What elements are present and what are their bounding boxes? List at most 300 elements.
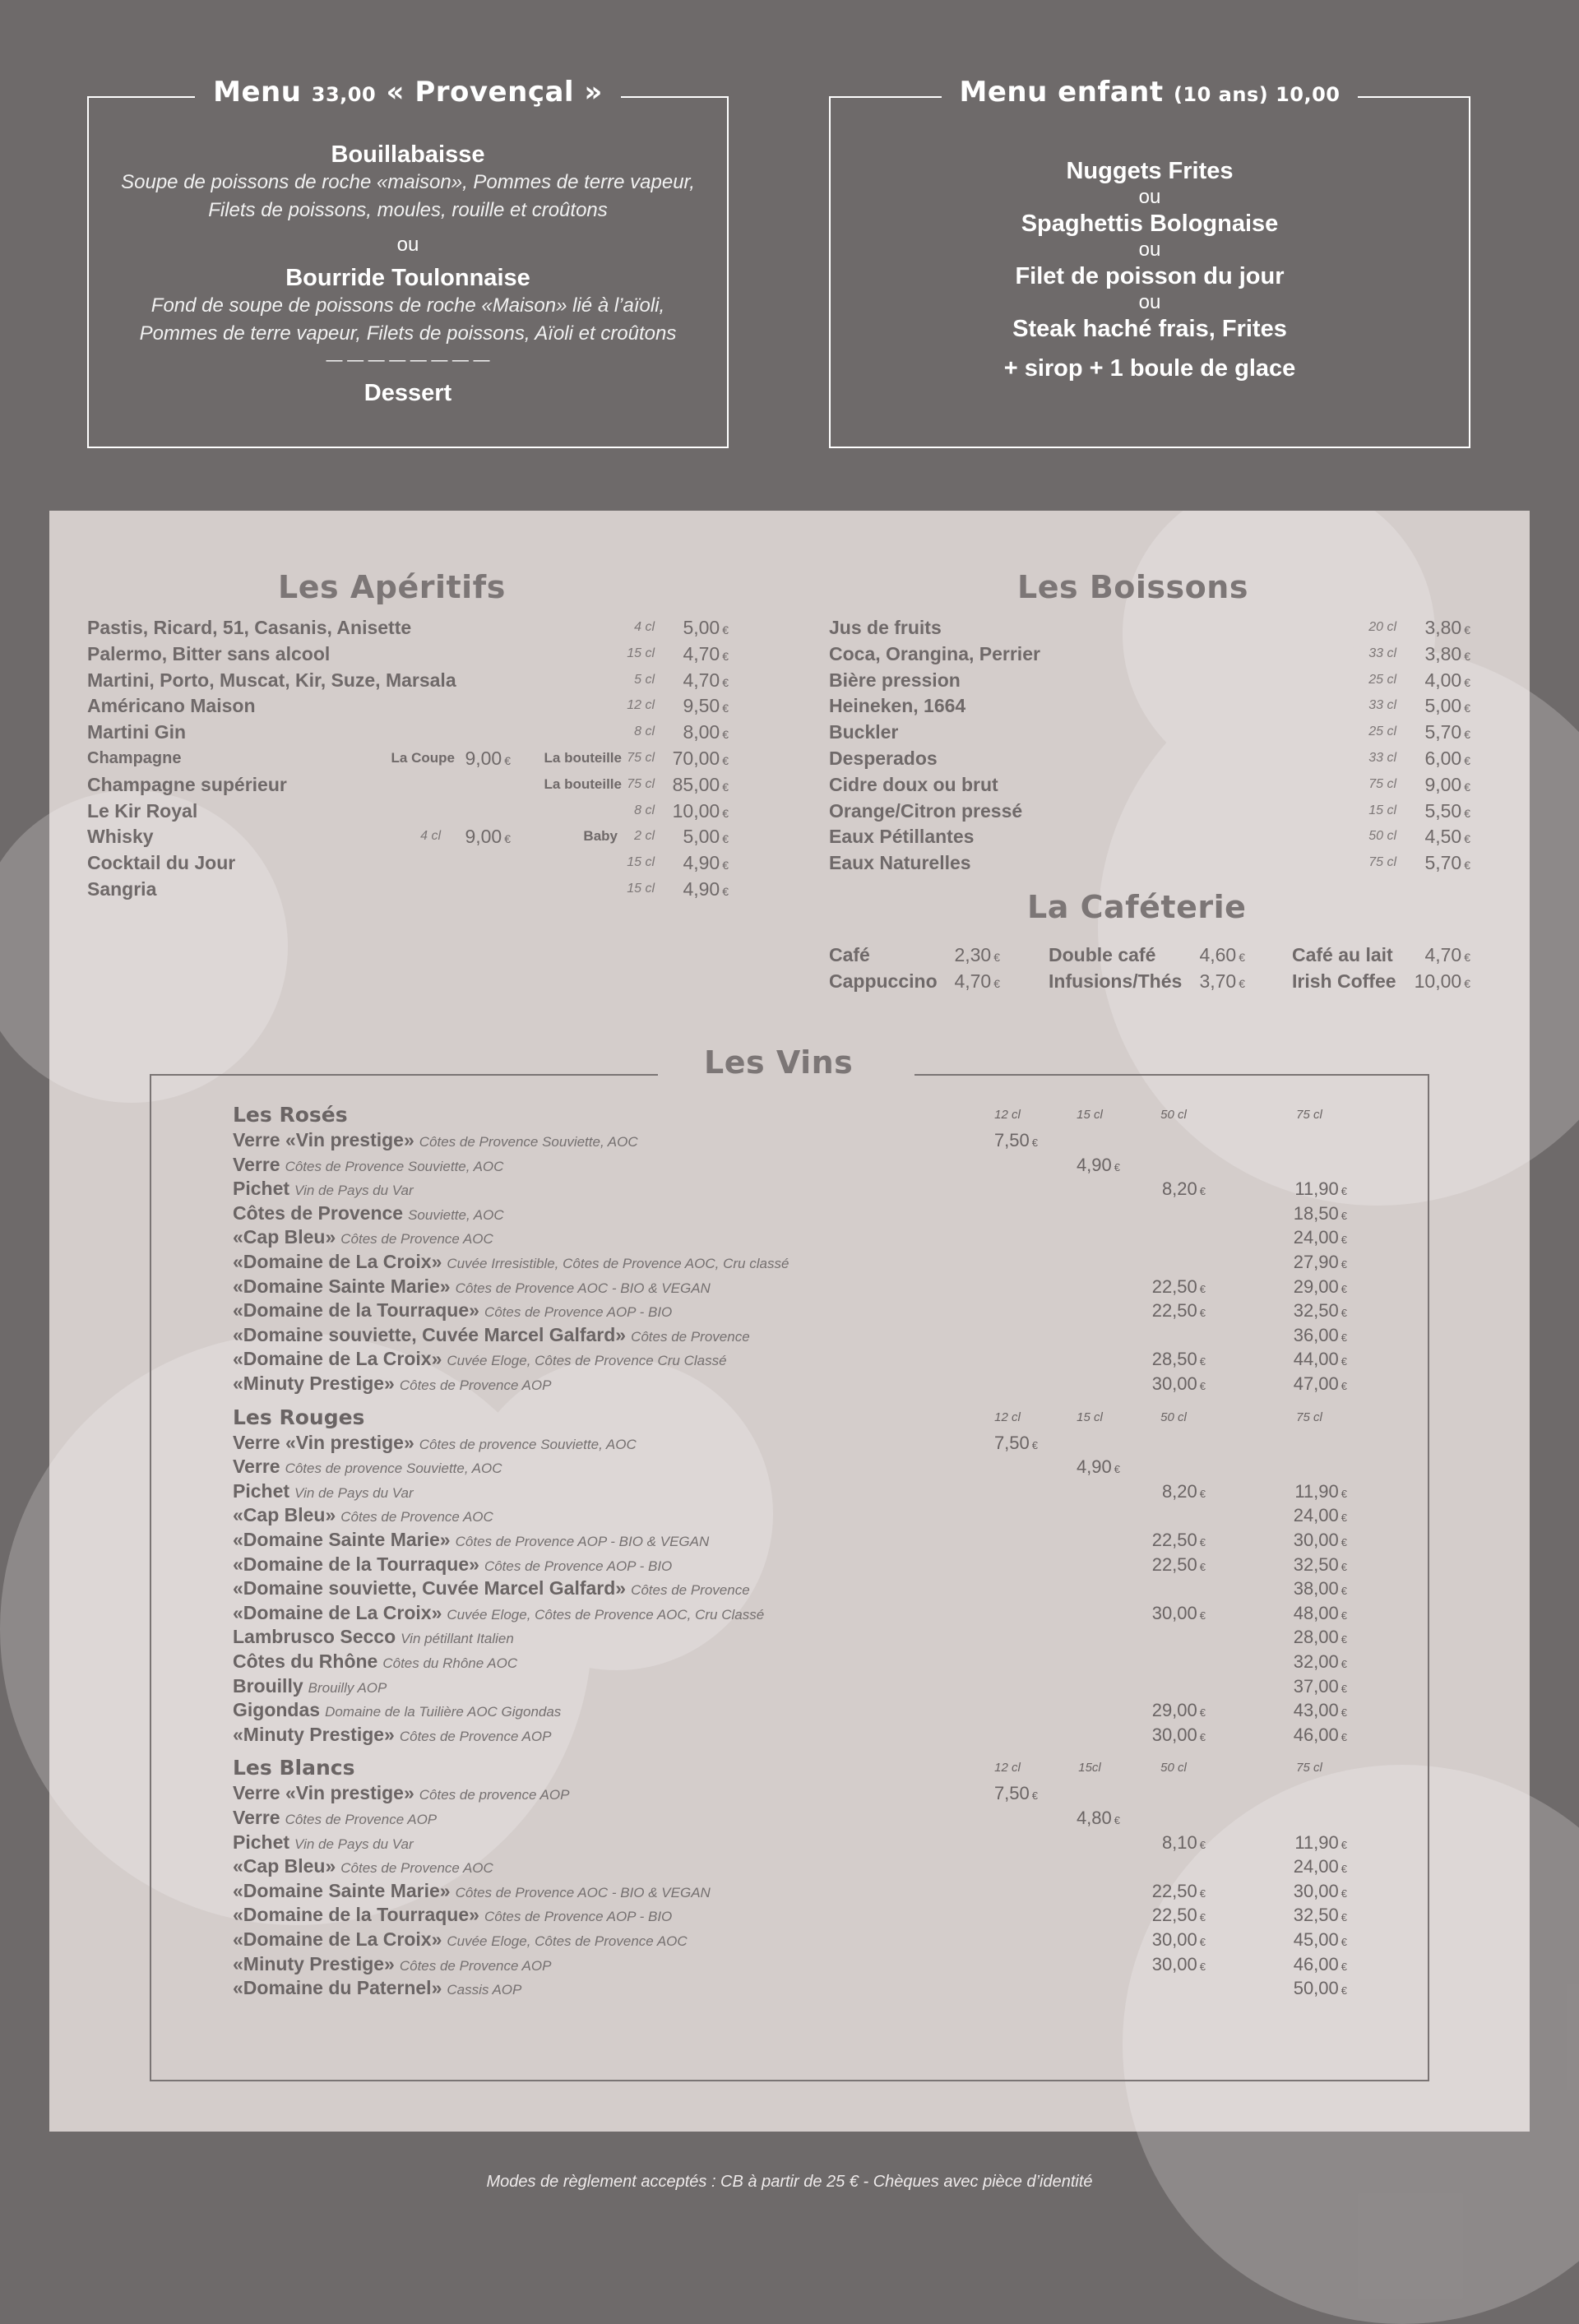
euro-sign: € xyxy=(1341,1487,1347,1500)
euro-sign: € xyxy=(1341,1209,1347,1222)
wine-price: 44,00 € xyxy=(1293,1349,1347,1370)
wine-row xyxy=(233,1650,1368,1674)
wine-row xyxy=(233,1879,1368,1903)
item-name: Cocktail du Jour xyxy=(87,852,236,874)
item-price: 4,90 € xyxy=(683,878,729,900)
wine-name: Pichet xyxy=(233,1831,290,1853)
euro-sign: € xyxy=(1341,1658,1347,1670)
wine-row xyxy=(233,1528,1368,1552)
wine-price: 28,00 € xyxy=(1293,1627,1347,1648)
wine-price: 11,90 € xyxy=(1294,1831,1347,1853)
price-label: Baby xyxy=(583,828,618,845)
euro-sign: € xyxy=(1464,728,1470,742)
wine-category: Les Rosés xyxy=(233,1103,348,1127)
wine-price: 47,00 € xyxy=(1293,1373,1347,1394)
item-price: 4,70 € xyxy=(683,642,729,664)
wine-row xyxy=(233,1553,1368,1576)
wine-price: 7,50 € xyxy=(993,1432,1038,1453)
column-header: 75 cl xyxy=(1296,1761,1322,1775)
wine-name: «Domaine souviette, Cuvée Marcel Galfard» xyxy=(233,1577,627,1599)
euro-sign: € xyxy=(504,754,511,767)
wine-name: Pichet xyxy=(233,1479,290,1502)
item-price: 5,00 € xyxy=(683,826,729,848)
wine-price: 29,00 € xyxy=(1151,1700,1206,1721)
cafe-item xyxy=(1049,968,1245,994)
wine-price: 7,50 € xyxy=(993,1783,1038,1804)
euro-sign: € xyxy=(722,728,729,742)
boisson-row xyxy=(829,692,1470,719)
volume: 15 cl xyxy=(627,882,655,896)
euro-sign: € xyxy=(722,754,729,767)
wine-row xyxy=(233,1455,1368,1479)
wine-price: 46,00 € xyxy=(1293,1724,1347,1745)
item-price: 4,60 € xyxy=(1199,944,1245,965)
column-header: 15 cl xyxy=(1077,1410,1103,1424)
euro-sign: € xyxy=(1341,1730,1347,1743)
euro-sign: € xyxy=(993,977,1000,990)
column-header: 50 cl xyxy=(1160,1108,1187,1122)
euro-sign: € xyxy=(1341,1355,1347,1368)
wine-name: Verre «Vin prestige» xyxy=(233,1129,414,1150)
item-name: Eaux Naturelles xyxy=(829,852,971,874)
ou-separator: ou xyxy=(396,234,419,256)
menu-provencal-title: Menu 33,00 « Provençal » xyxy=(89,76,727,109)
euro-sign: € xyxy=(1341,1960,1347,1973)
wine-description: Côtes de Provence Souviette, AOC xyxy=(419,1134,638,1150)
wine-price: 30,00 € xyxy=(1151,1724,1206,1745)
volume: 75 cl xyxy=(627,776,655,791)
wine-price: 38,00 € xyxy=(1293,1578,1347,1599)
wine-category: Les Blancs xyxy=(233,1756,355,1780)
item-price: 6,00 € xyxy=(1424,748,1470,769)
wine-description: Côtes de Provence xyxy=(631,1328,750,1345)
wine-name: «Cap Bleu» xyxy=(233,1504,336,1526)
wine-price: 30,00 € xyxy=(1151,1929,1206,1950)
wine-row xyxy=(233,1250,1368,1274)
volume: 25 cl xyxy=(1368,725,1396,739)
wine-row xyxy=(233,1177,1368,1201)
item-price: 5,70 € xyxy=(1424,852,1470,874)
euro-sign: € xyxy=(1199,1560,1206,1573)
item-name: Bière pression xyxy=(829,669,961,691)
wine-price: 32,50 € xyxy=(1293,1905,1347,1926)
boisson-row xyxy=(829,719,1470,745)
euro-sign: € xyxy=(1199,1960,1206,1973)
euro-sign: € xyxy=(1341,1185,1347,1198)
wine-section-header xyxy=(233,1405,1368,1431)
wine-row xyxy=(233,1503,1368,1527)
wine-price: 30,00 € xyxy=(1293,1880,1347,1901)
column-header: 50 cl xyxy=(1160,1761,1187,1775)
wine-name: Gigondas xyxy=(233,1699,321,1721)
euro-sign: € xyxy=(1114,1814,1120,1826)
item-price: 5,50 € xyxy=(1424,799,1470,822)
euro-sign: € xyxy=(722,832,729,846)
wine-section-header xyxy=(233,1755,1368,1781)
volume: 75 cl xyxy=(1368,776,1396,791)
item-name: Infusions/Thés xyxy=(1049,970,1183,992)
volume: 15 cl xyxy=(627,855,655,870)
volume: 20 cl xyxy=(1368,620,1396,634)
item-name: Desperados xyxy=(829,748,938,769)
euro-sign: € xyxy=(1464,675,1470,689)
euro-sign: € xyxy=(1341,1911,1347,1924)
euro-sign: € xyxy=(722,623,729,637)
item-price: 8,00 € xyxy=(683,721,729,743)
aperitif-row xyxy=(87,850,729,876)
wine-description: Côtes de provence Souviette, AOC xyxy=(419,1436,637,1452)
volume: 50 cl xyxy=(1368,829,1396,844)
volume: 33 cl xyxy=(1368,698,1396,713)
wine-price: 28,50 € xyxy=(1151,1349,1206,1370)
cafe-item xyxy=(1292,942,1470,968)
wine-description: Souviette, AOC xyxy=(408,1206,504,1223)
wine-name: «Domaine Sainte Marie» xyxy=(233,1275,451,1297)
wine-row xyxy=(233,1128,1368,1152)
kids-dish: Spaghettis Bolognaise xyxy=(1021,211,1279,237)
wine-price: 46,00 € xyxy=(1293,1953,1347,1974)
wine-description: Côtes de Provence AOC xyxy=(340,1509,493,1525)
wine-row xyxy=(233,1674,1368,1698)
wine-price: 48,00 € xyxy=(1293,1602,1347,1623)
wine-name: Pichet xyxy=(233,1178,290,1200)
wine-description: Côtes du Rhône AOC xyxy=(382,1655,518,1671)
payment-footer: Modes de règlement acceptés : CB à partir de 25 € - Chèques avec pièce d’identité xyxy=(486,2173,1093,2191)
kids-dish: Nuggets Frites xyxy=(1066,158,1234,184)
wine-description: Côtes de Provence AOC - BIO & VEGAN xyxy=(455,1884,711,1900)
wine-price: 11,90 € xyxy=(1294,1480,1347,1502)
item-price: 9,50 € xyxy=(683,695,729,717)
aperitif-row xyxy=(87,771,729,798)
aperitif-row xyxy=(87,641,729,667)
euro-sign: € xyxy=(1341,1234,1347,1247)
euro-sign: € xyxy=(722,701,729,715)
euro-sign: € xyxy=(1199,1307,1206,1320)
wine-price: 45,00 € xyxy=(1293,1929,1347,1950)
cafe-item xyxy=(1049,942,1245,968)
volume: 8 cl xyxy=(634,803,655,817)
euro-sign: € xyxy=(1239,977,1245,990)
wine-price: 36,00 € xyxy=(1293,1324,1347,1345)
item-price: 5,00 € xyxy=(683,617,729,638)
wine-name: «Domaine de la Tourraque» xyxy=(233,1904,479,1926)
wine-price: 30,00 € xyxy=(1293,1530,1347,1550)
euro-sign: € xyxy=(1464,623,1470,637)
column-header: 12 cl xyxy=(994,1108,1021,1122)
aperitif-row xyxy=(87,614,729,641)
euro-sign: € xyxy=(1341,1560,1347,1573)
wine-row xyxy=(233,1903,1368,1927)
euro-sign: € xyxy=(1341,1936,1347,1948)
item-name: Café xyxy=(829,944,870,965)
euro-sign: € xyxy=(1341,1585,1347,1598)
wine-name: Verre xyxy=(233,1456,280,1478)
euro-sign: € xyxy=(1199,1936,1206,1948)
euro-sign: € xyxy=(504,832,511,846)
wine-price: 24,00 € xyxy=(1293,1227,1347,1248)
euro-sign: € xyxy=(1341,1887,1347,1900)
wine-name: Verre «Vin prestige» xyxy=(233,1431,414,1453)
boisson-row xyxy=(829,614,1470,641)
wine-description: Vin pétillant Italien xyxy=(401,1631,514,1647)
euro-sign: € xyxy=(1199,1911,1206,1924)
euro-sign: € xyxy=(1341,1512,1347,1525)
wine-price: 4,90 € xyxy=(1076,1154,1120,1175)
aperitif-row xyxy=(87,745,729,771)
wine-row xyxy=(233,1431,1368,1455)
wine-name: Verre xyxy=(233,1153,280,1175)
cafe-item xyxy=(829,942,1000,968)
column-header: 12 cl xyxy=(994,1410,1021,1424)
wine-row xyxy=(233,1625,1368,1649)
wine-description: Cassis AOP xyxy=(447,1982,522,1998)
wine-description: Cuvée Eloge, Côtes de Provence AOC, Cru Classé xyxy=(447,1606,765,1623)
euro-sign: € xyxy=(1341,1609,1347,1622)
wine-name: «Domaine Sainte Marie» xyxy=(233,1529,451,1550)
wine-name: «Domaine de La Croix» xyxy=(233,1251,442,1272)
euro-sign: € xyxy=(1199,1355,1206,1368)
euro-sign: € xyxy=(1199,1706,1206,1720)
wine-row xyxy=(233,1806,1368,1830)
boisson-row xyxy=(829,823,1470,850)
wine-description: Domaine de la Tuilière AOC Gigondas xyxy=(325,1704,562,1720)
wine-name: Brouilly xyxy=(233,1674,303,1697)
volume: 4 cl xyxy=(634,620,655,634)
wine-price: 22,50 € xyxy=(1151,1880,1206,1901)
euro-sign: € xyxy=(1341,1984,1347,1998)
wine-row xyxy=(233,1698,1368,1722)
wine-name: «Domaine de La Croix» xyxy=(233,1928,442,1950)
item-name: Buckler xyxy=(829,721,899,743)
dish-description: Filets de poissons, moules, rouille et croûtons xyxy=(208,199,608,221)
euro-sign: € xyxy=(1341,1863,1347,1876)
item-price: 3,80 € xyxy=(1424,617,1470,638)
wine-price: 22,50 € xyxy=(1151,1553,1206,1575)
item-name: Whisky xyxy=(87,826,154,848)
item-name: Martini, Porto, Muscat, Kir, Suze, Marsala xyxy=(87,669,456,691)
item-price: 5,70 € xyxy=(1424,721,1470,743)
wine-description: Côtes de Provence Souviette, AOC xyxy=(285,1158,504,1174)
boisson-row xyxy=(829,798,1470,824)
item-name: Heineken, 1664 xyxy=(829,695,966,717)
kids-dish: Filet de poisson du jour xyxy=(1015,263,1285,289)
wine-price: 30,00 € xyxy=(1151,1373,1206,1394)
euro-sign: € xyxy=(1464,649,1470,663)
boissons-title: Les Boissons xyxy=(1017,569,1248,605)
column-header: 15 cl xyxy=(1077,1108,1103,1122)
item-price: 4,70 € xyxy=(1424,944,1470,965)
wine-row xyxy=(233,1323,1368,1347)
euro-sign: € xyxy=(1199,1838,1206,1851)
wine-price: 37,00 € xyxy=(1293,1675,1347,1697)
wine-price: 30,00 € xyxy=(1151,1953,1206,1974)
euro-sign: € xyxy=(722,675,729,689)
wine-name: «Domaine du Paternel» xyxy=(233,1977,442,1999)
volume: 15 cl xyxy=(1368,803,1396,817)
wine-section-header xyxy=(233,1102,1368,1128)
item-name: Palermo, Bitter sans alcool xyxy=(87,642,331,664)
wine-description: Côtes de Provence AOP xyxy=(399,1957,552,1974)
boisson-row xyxy=(829,745,1470,771)
wine-description: Côtes de Provence AOP - BIO xyxy=(484,1558,673,1574)
volume: 2 cl xyxy=(634,829,655,844)
wine-description: Cuvée Irresistible, Côtes de Provence AOC, Cru classé xyxy=(447,1256,790,1271)
wine-description: Côtes de Provence AOC - BIO & VEGAN xyxy=(455,1280,711,1296)
price-label: La bouteille xyxy=(544,750,622,766)
wine-description: Côtes de Provence AOP xyxy=(285,1812,438,1827)
wine-price: 32,50 € xyxy=(1293,1553,1347,1575)
dish-description: Fond de soupe de poissons de roche «Maison» lié à l’aïoli, xyxy=(150,294,665,317)
euro-sign: € xyxy=(1341,1706,1347,1720)
price-label: La Coupe xyxy=(391,750,455,766)
wine-name: «Cap Bleu» xyxy=(233,1226,336,1248)
wine-row xyxy=(233,1299,1368,1322)
euro-sign: € xyxy=(1341,1682,1347,1695)
euro-sign: € xyxy=(1341,1331,1347,1344)
column-header: 12 cl xyxy=(994,1761,1021,1775)
wine-description: Côtes de provence Souviette, AOC xyxy=(285,1461,502,1477)
boisson-row xyxy=(829,667,1470,693)
wine-price: 8,20 € xyxy=(1161,1178,1206,1200)
euro-sign: € xyxy=(1341,1258,1347,1271)
wine-price: 32,50 € xyxy=(1293,1300,1347,1322)
wine-name: «Domaine souviette, Cuvée Marcel Galfard» xyxy=(233,1323,627,1345)
cafeterie-title: La Caféterie xyxy=(1027,889,1247,925)
wine-description: Côtes de Provence xyxy=(631,1582,750,1599)
wine-description: Cuvée Eloge, Côtes de Provence AOC xyxy=(447,1933,688,1949)
wine-description: Vin de Pays du Var xyxy=(294,1183,414,1199)
euro-sign: € xyxy=(1239,951,1245,964)
wine-price: 22,50 € xyxy=(1151,1905,1206,1926)
wine-description: Vin de Pays du Var xyxy=(294,1484,414,1501)
euro-sign: € xyxy=(1031,1438,1038,1451)
cafe-item xyxy=(1292,968,1470,994)
menu-enfant-title: Menu enfant (10 ans) 10,00 xyxy=(831,76,1469,109)
wine-name: Verre «Vin prestige» xyxy=(233,1782,414,1804)
volume: 12 cl xyxy=(627,698,655,713)
wine-row xyxy=(233,1831,1368,1854)
wine-name: «Minuty Prestige» xyxy=(233,1373,395,1394)
volume: 33 cl xyxy=(1368,751,1396,765)
wine-name: Côtes du Rhône xyxy=(233,1650,378,1672)
wine-price: 32,00 € xyxy=(1293,1651,1347,1672)
euro-sign: € xyxy=(1341,1838,1347,1851)
wine-description: Côtes de Provence AOC xyxy=(340,1231,493,1248)
item-name: Double café xyxy=(1049,944,1156,965)
euro-sign: € xyxy=(1464,859,1470,873)
item-price: 70,00 € xyxy=(672,748,729,769)
item-price: 9,00 € xyxy=(465,748,511,769)
euro-sign: € xyxy=(1114,1463,1120,1476)
item-name: Champagne supérieur xyxy=(87,773,287,795)
item-price: 10,00 € xyxy=(672,799,729,822)
item-name: Sangria xyxy=(87,878,157,900)
item-price: 4,70 € xyxy=(954,970,1000,992)
item-name: Jus de fruits xyxy=(829,617,942,638)
euro-sign: € xyxy=(1341,1633,1347,1646)
item-name: Martini Gin xyxy=(87,721,187,743)
euro-sign: € xyxy=(1341,1282,1347,1295)
wine-price: 22,50 € xyxy=(1151,1275,1206,1297)
item-name: Champagne xyxy=(87,749,182,767)
euro-sign: € xyxy=(1199,1380,1206,1392)
wine-name: «Domaine de La Croix» xyxy=(233,1601,442,1623)
aperitif-row xyxy=(87,876,729,902)
boisson-row xyxy=(829,771,1470,798)
volume: 15 cl xyxy=(627,646,655,660)
euro-sign: € xyxy=(1341,1536,1347,1549)
aperitifs-title: Les Apéritifs xyxy=(278,569,506,605)
wine-price: 24,00 € xyxy=(1293,1505,1347,1526)
euro-sign: € xyxy=(993,951,1000,964)
euro-sign: € xyxy=(1199,1487,1206,1500)
ou-separator: ou xyxy=(1138,186,1161,208)
wine-price: 8,20 € xyxy=(1161,1480,1206,1502)
wine-price: 4,90 € xyxy=(1076,1456,1120,1478)
vins-title: Les Vins xyxy=(704,1044,854,1081)
wine-row xyxy=(233,1153,1368,1177)
menu-enfant-box xyxy=(829,76,1470,448)
item-price: 3,70 € xyxy=(1199,970,1245,992)
wine-price: 27,90 € xyxy=(1293,1252,1347,1272)
wine-row xyxy=(233,1854,1368,1878)
dish-bourride: Bourride Toulonnaise xyxy=(285,265,530,291)
volume: 5 cl xyxy=(634,672,655,687)
wine-price: 22,50 € xyxy=(1151,1300,1206,1322)
wine-row xyxy=(233,1479,1368,1503)
volume: 8 cl xyxy=(634,725,655,739)
column-header: 50 cl xyxy=(1160,1410,1187,1424)
item-price: 3,80 € xyxy=(1424,642,1470,664)
euro-sign: € xyxy=(1199,1730,1206,1743)
volume: 75 cl xyxy=(1368,855,1396,870)
wine-price: 4,80 € xyxy=(1076,1808,1120,1828)
wine-row xyxy=(233,1225,1368,1249)
euro-sign: € xyxy=(1199,1609,1206,1622)
wine-name: «Domaine de La Croix» xyxy=(233,1348,442,1370)
wine-name: «Domaine de la Tourraque» xyxy=(233,1299,479,1322)
wine-price: 22,50 € xyxy=(1151,1530,1206,1550)
wine-description: Côtes de Provence AOP - BIO xyxy=(484,1909,673,1925)
item-name: Orange/Citron pressé xyxy=(829,799,1023,822)
wine-row xyxy=(233,1372,1368,1396)
wine-row xyxy=(233,1601,1368,1625)
column-header: 75 cl xyxy=(1296,1108,1322,1122)
aperitif-row xyxy=(87,798,729,824)
euro-sign: € xyxy=(1199,1536,1206,1549)
price-label: La bouteille xyxy=(544,775,622,792)
aperitif-row xyxy=(87,667,729,693)
boisson-row xyxy=(829,641,1470,667)
wine-description: Côtes de provence AOP xyxy=(419,1787,570,1803)
wine-price: 8,10 € xyxy=(1161,1831,1206,1853)
wine-row xyxy=(233,1347,1368,1371)
wine-name: «Minuty Prestige» xyxy=(233,1723,395,1745)
item-name: Coca, Orangina, Perrier xyxy=(829,642,1040,664)
euro-sign: € xyxy=(1199,1282,1206,1295)
wine-description: Côtes de Provence AOP - BIO xyxy=(484,1304,673,1321)
wine-row xyxy=(233,1781,1368,1805)
wine-description: Côtes de Provence AOC xyxy=(340,1860,493,1877)
item-name: Pastis, Ricard, 51, Casanis, Anisette xyxy=(87,617,412,638)
wine-name: Côtes de Provence xyxy=(233,1201,404,1224)
volume: 33 cl xyxy=(1368,646,1396,660)
item-price: 9,00 € xyxy=(1424,773,1470,795)
wine-price: 24,00 € xyxy=(1293,1856,1347,1877)
column-header: 15cl xyxy=(1078,1761,1101,1775)
wine-name: «Cap Bleu» xyxy=(233,1855,336,1877)
item-name: Le Kir Royal xyxy=(87,799,198,822)
